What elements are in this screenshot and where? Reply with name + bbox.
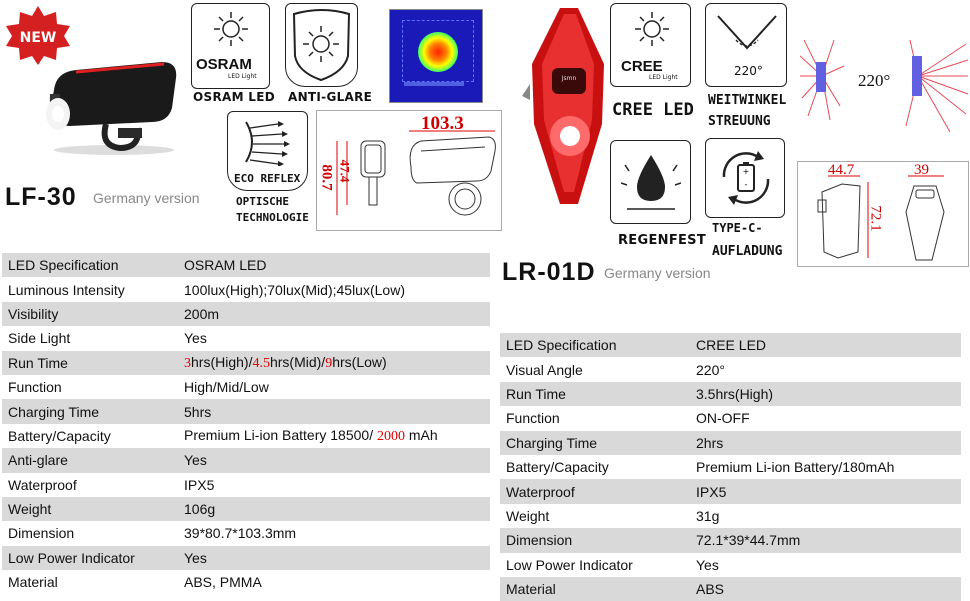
spec-value: OSRAM LED (178, 253, 490, 277)
spec-row (500, 455, 961, 479)
spec-label: Weight (506, 507, 550, 524)
spec-row (500, 431, 961, 455)
spec-row (500, 577, 961, 601)
spec-row (2, 424, 490, 448)
spec-row (2, 351, 490, 375)
spec-value: ABS, PMMA (184, 574, 262, 591)
spec-value-text: hrs(Mid)/ (269, 353, 326, 370)
lr01d-dim-depth: 44.7 (828, 162, 855, 178)
spec-value: IPX5 (690, 479, 961, 503)
anti-glare-caption: ANTI-GLARE (288, 90, 373, 104)
spec-value: 220° (696, 361, 725, 378)
angle-icon (714, 10, 780, 60)
spec-value: Yes (178, 546, 490, 570)
spec-label: Side Light (8, 330, 71, 347)
sun-icon (633, 10, 671, 48)
spec-value: 3.5hrs(High) (690, 382, 961, 406)
lr01d-taillight-image (520, 4, 608, 214)
svg-text:-: - (744, 180, 748, 189)
lr01d-dim-height: 72.1 (867, 205, 884, 232)
wide-caption-2: STREUUNG (708, 114, 771, 129)
eco-label: ECO REFLEX (234, 172, 301, 185)
spec-row (500, 406, 961, 430)
cree-brand: CREE (621, 58, 663, 75)
lf30-model: LF-30 (5, 183, 77, 211)
eco-caption-1: OPTISCHE (236, 195, 289, 208)
lf30-dimension-drawing (316, 110, 502, 231)
water-drop-icon (621, 149, 681, 215)
spec-value: 100lux(High);70lux(Mid);45lux(Low) (184, 281, 405, 298)
spec-value: Yes (696, 556, 719, 573)
spec-value-highlight: 9 (325, 355, 333, 371)
spec-row (2, 399, 490, 423)
spec-value-highlight: 3 (184, 355, 191, 371)
spec-row (2, 448, 490, 472)
spec-label: Charging Time (2, 399, 178, 423)
spec-label: Dimension (8, 525, 75, 542)
spec-label: Weight (2, 497, 178, 521)
spec-row (2, 570, 490, 594)
sun-icon (212, 10, 250, 48)
spec-row (2, 546, 490, 570)
lr01d-version: Germany version (604, 265, 711, 281)
spec-row (2, 302, 490, 326)
spec-label: Material (500, 577, 690, 601)
spec-label: Function (506, 410, 560, 427)
spec-value: ON-OFF (696, 410, 750, 427)
lr01d-dimension-drawing (797, 161, 969, 267)
spec-label: Luminous Intensity (8, 281, 125, 298)
spec-label: Low Power Indicator (2, 546, 178, 570)
spec-value: 200m (178, 302, 490, 326)
reflector-icon (238, 118, 298, 166)
battery-cycle-icon (716, 147, 776, 209)
lf30-version: Germany version (93, 190, 200, 206)
spec-label: Run Time (2, 351, 178, 375)
new-badge-label: NEW (19, 30, 57, 46)
beam-angle-diagram (800, 36, 970, 136)
spec-row (2, 473, 490, 497)
osram-sub: LED Light (228, 73, 257, 80)
spec-label: LED Specification (500, 333, 690, 357)
lf30-dim-depth: 47.4 (337, 159, 353, 183)
spec-label: Waterproof (8, 476, 77, 493)
spec-value: 5hrs (178, 399, 490, 423)
spec-value: High/Mid/Low (184, 379, 269, 396)
shield-sun-icon (290, 8, 353, 82)
spec-value: Premium Li-ion Battery/180mAh (696, 459, 895, 476)
spec-value-text: hrs(Low) (332, 353, 387, 370)
eco-caption-2: TECHNOLOGIE (236, 211, 309, 224)
svg-text:+: + (742, 167, 750, 176)
spec-value-highlight: 2000 (376, 428, 405, 444)
spec-value (178, 424, 490, 448)
spec-label: Material (8, 574, 58, 591)
lr01d-spec-table (500, 333, 961, 601)
spec-value-text: hrs(High)/ (191, 353, 253, 370)
spec-row (500, 553, 961, 577)
spec-row (500, 479, 961, 503)
spec-row (2, 253, 490, 277)
spec-value-text: mAh (404, 426, 438, 443)
spec-row (2, 375, 490, 399)
spec-label: Function (8, 379, 62, 396)
spec-value: ABS (690, 577, 961, 601)
spec-row (2, 326, 490, 350)
spec-row (500, 382, 961, 406)
spec-label: Run Time (500, 382, 690, 406)
spec-value-highlight: 4.5 (252, 355, 270, 371)
spec-label: LED Specification (2, 253, 178, 277)
anti-glare-tile (285, 3, 358, 87)
spec-label: Visibility (2, 302, 178, 326)
lr01d-dim-width: 39 (914, 162, 929, 178)
lf30-dim-height: 80.7 (318, 164, 335, 191)
angle-label: 220° (734, 64, 763, 78)
spec-value: Yes (178, 448, 490, 472)
spec-label: Charging Time (500, 431, 690, 455)
spec-value: 72.1*39*44.7mm (690, 528, 961, 552)
typec-caption-2: AUFLADUNG (712, 244, 783, 259)
spec-value-text: Premium Li-ion Battery 18500/ (184, 426, 377, 443)
spec-row (2, 497, 490, 521)
spec-row (500, 528, 961, 552)
spec-row (500, 357, 961, 381)
spec-value: Yes (184, 330, 207, 347)
type-c-tile (705, 138, 785, 218)
osram-led-tile (191, 3, 270, 89)
osram-brand: OSRAM (196, 56, 252, 73)
spec-row (2, 277, 490, 301)
spec-value: 2hrs (690, 431, 961, 455)
lr01d-model: LR-01D (502, 258, 596, 286)
spec-value: 31g (696, 507, 720, 524)
spec-label: Low Power Indicator (506, 556, 633, 573)
lf30-dim-length: 103.3 (421, 113, 464, 134)
wide-angle-tile (705, 3, 787, 87)
rain-caption: REGENFEST (618, 233, 707, 248)
spec-value (178, 351, 490, 375)
eco-reflex-tile (227, 111, 308, 191)
spec-value: CREE LED (690, 333, 961, 357)
spec-row (500, 504, 961, 528)
rain-proof-tile (610, 140, 691, 224)
typec-caption-1: TYPE-C- (712, 221, 763, 235)
cree-sub: LED Light (649, 74, 678, 81)
beam-angle-label: 220° (858, 71, 891, 90)
spec-value: IPX5 (184, 476, 215, 493)
spec-label: Waterproof (500, 479, 690, 503)
lf30-headlight-image (36, 50, 186, 160)
svg-text:Jsmn: Jsmn (561, 75, 577, 82)
spec-value: 106g (178, 497, 490, 521)
osram-caption: OSRAM LED (193, 90, 275, 104)
cree-led-tile (610, 3, 691, 87)
spec-row (500, 333, 961, 357)
wide-caption-1: WEITWINKEL (708, 93, 787, 108)
spec-label: Dimension (500, 528, 690, 552)
spec-label: Battery/Capacity (8, 427, 111, 444)
spec-label: Battery/Capacity (506, 459, 609, 476)
spec-label: Anti-glare (2, 448, 178, 472)
beam-heatmap-image (389, 9, 483, 103)
spec-row (2, 521, 490, 545)
spec-value: 39*80.7*103.3mm (184, 525, 297, 542)
lf30-spec-table (2, 253, 490, 594)
spec-label: Visual Angle (506, 361, 583, 378)
cree-caption: CREE LED (612, 100, 694, 120)
